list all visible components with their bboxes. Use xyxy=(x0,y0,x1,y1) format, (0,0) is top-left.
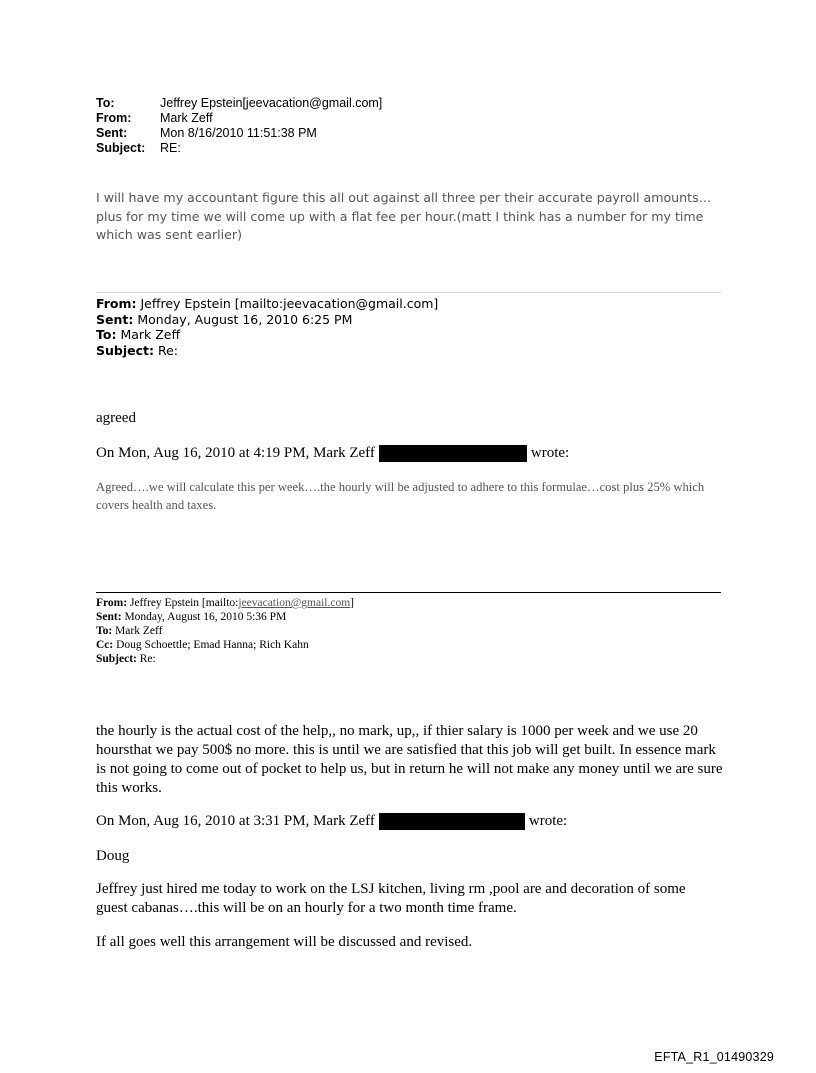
email3-sent-row xyxy=(96,610,354,624)
email2-body: agreed xyxy=(96,410,136,426)
email1-header xyxy=(96,96,382,156)
email3-header xyxy=(96,596,354,666)
from-label: From: xyxy=(96,597,128,609)
email1-to-row xyxy=(96,96,382,111)
sent-label: Sent: xyxy=(96,126,128,140)
email1-body: I will have my accountant figure this all out against all three per their accurate payroll amounts…plus for my time we will come up with a flat fee per hour.(matt I think has a number for my time which was sent earlier) xyxy=(96,190,712,242)
subject-label: Subject: xyxy=(96,653,137,665)
quote-prefix: On Mon, Aug 16, 2010 at 4:19 PM, Mark Zeff xyxy=(96,445,375,461)
sent-label: Sent: xyxy=(96,311,134,327)
sent-value: Monday, August 16, 2010 5:36 PM xyxy=(124,611,287,623)
email2-quoted-body: Agreed….we will calculate this per week….the hourly will be adjusted to adhere to this formulae…cost plus 25% which covers health and taxes. xyxy=(96,480,705,512)
email1-sent-row xyxy=(96,126,382,141)
email3-from-row xyxy=(96,596,354,610)
email2-from-row xyxy=(96,296,438,312)
from-value: Jeffrey Epstein [mailto:jeevacation@gmail.com] xyxy=(140,296,439,311)
email3-paragraph-2: If all goes well this arrangement will be discussed and revised. xyxy=(96,934,473,950)
email3-quote-line xyxy=(96,812,567,830)
email2-sent-row xyxy=(96,312,438,328)
email2-header xyxy=(96,296,438,358)
email3-body: the hourly is the actual cost of the help,, no mark, up,, if thier salary is 1000 per week and we use 20 hoursthat we pay 500$ no more. this is until we are satisfied that this job will get built. In essence mark is not going to come out of pocket to help us, but in return he will not make any money until we are sure this works. xyxy=(96,723,723,796)
to-label: To: xyxy=(96,625,113,637)
quote-suffix: wrote: xyxy=(530,445,570,461)
to-value: Mark Zeff xyxy=(115,625,163,637)
email3-subject-row xyxy=(96,652,354,666)
separator-rule xyxy=(96,292,721,293)
separator-rule xyxy=(96,592,721,593)
email3-salutation: Doug xyxy=(96,848,130,864)
from-suffix: ] xyxy=(350,597,354,609)
sent-value: Monday, August 16, 2010 6:25 PM xyxy=(137,311,353,327)
email3-paragraph-1: Jeffrey just hired me today to work on the LSJ kitchen, living rm ,pool are and decoration of some guest cabanas….this will be on an hourly for a two month time frame. xyxy=(96,881,686,916)
email2-subject-row xyxy=(96,343,438,359)
cc-label: Cc: xyxy=(96,639,114,651)
email-link[interactable]: jeevacation@gmail.com xyxy=(238,597,351,609)
to-label: To: xyxy=(96,96,115,110)
from-label: From: xyxy=(96,296,137,311)
email1-subject-row xyxy=(96,141,382,156)
quote-suffix: wrote: xyxy=(528,813,568,829)
from-prefix: Jeffrey Epstein [mailto: xyxy=(129,597,239,609)
cc-value: Doug Schoettle; Emad Hanna; Rich Kahn xyxy=(116,639,309,651)
email1-from-row xyxy=(96,111,382,126)
from-label: From: xyxy=(96,111,132,125)
subject-value: Re: xyxy=(157,342,179,358)
to-label: To: xyxy=(96,327,117,342)
quote-prefix: On Mon, Aug 16, 2010 at 3:31 PM, Mark Zeff xyxy=(96,813,375,829)
redaction-box xyxy=(379,445,527,462)
subject-value: Re: xyxy=(139,653,156,665)
email2-to-row xyxy=(96,327,438,343)
sent-value: Mon 8/16/2010 11:51:38 PM xyxy=(160,126,317,140)
to-value: Mark Zeff xyxy=(120,327,181,342)
subject-label: Subject: xyxy=(96,342,154,358)
email3-to-row xyxy=(96,624,354,638)
from-value: Mark Zeff xyxy=(160,111,213,125)
email2-quote-line xyxy=(96,444,569,462)
redaction-box xyxy=(379,813,525,830)
sent-label: Sent: xyxy=(96,611,122,623)
email3-cc-row xyxy=(96,638,354,652)
subject-value: RE: xyxy=(160,141,181,155)
to-value: Jeffrey Epstein[jeevacation@gmail.com] xyxy=(160,96,383,110)
subject-label: Subject: xyxy=(96,141,146,155)
document-id: EFTA_R1_01490329 xyxy=(654,1050,774,1064)
